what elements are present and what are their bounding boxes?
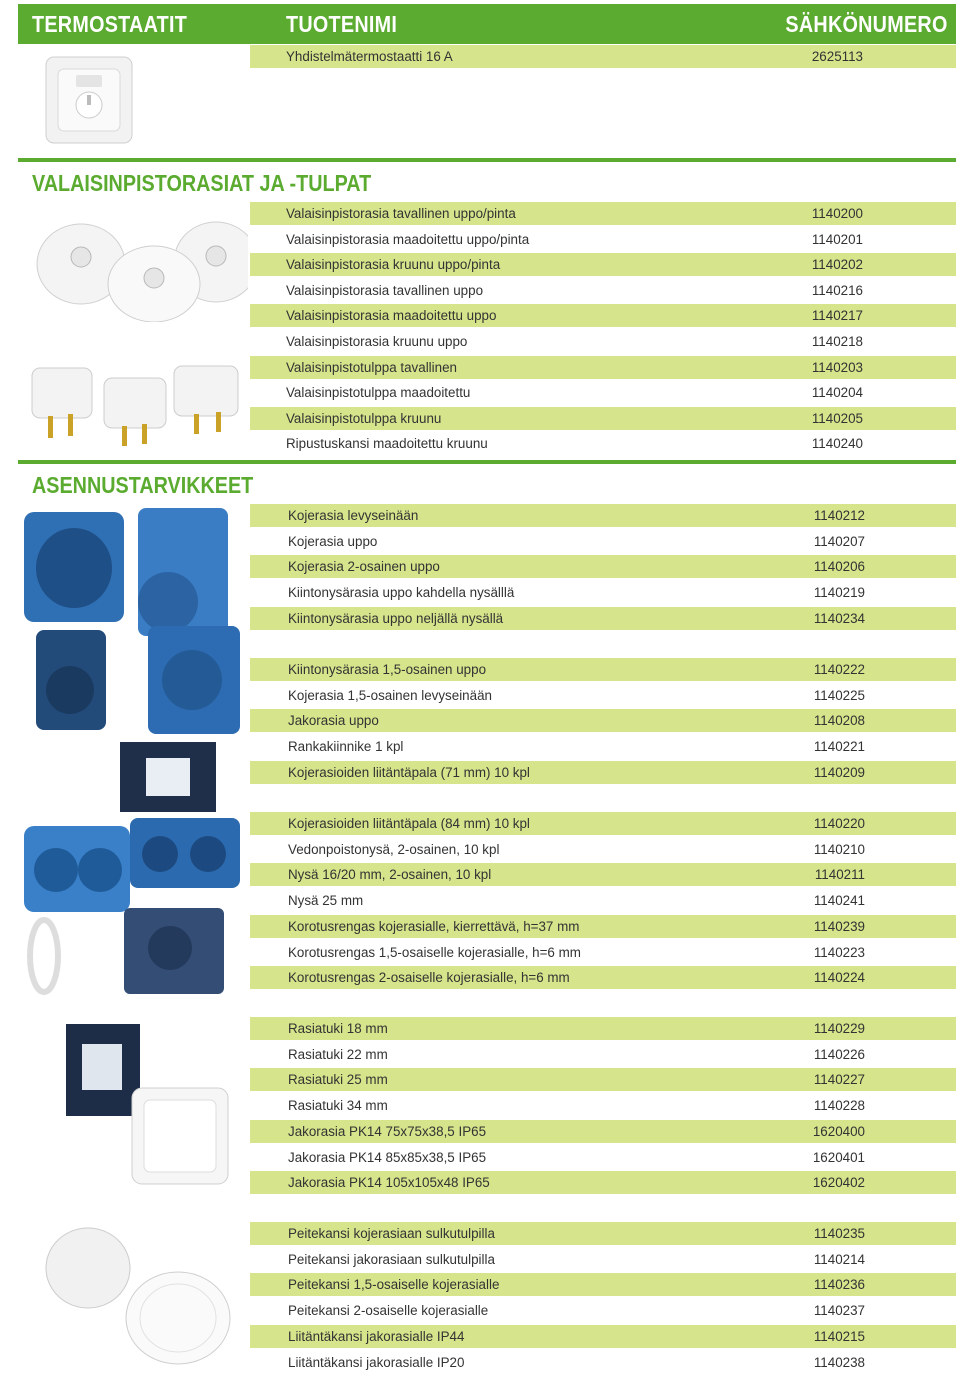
lamp-plug-image (24, 358, 244, 450)
product-row (250, 966, 956, 989)
product-name: Rasiatuki 34 mm (288, 1098, 388, 1114)
product-name: Nysä 25 mm (288, 893, 364, 909)
product-code: 1140204 (811, 385, 863, 401)
product-row (250, 330, 956, 353)
product-name: Jakorasia PK14 75x75x38,5 IP65 (288, 1123, 487, 1139)
section-header-installation-accessories (18, 460, 956, 506)
product-name: Liitäntäkansi jakorasialle IP44 (288, 1328, 465, 1344)
product-row (250, 228, 956, 251)
product-name: Kiintonysärasia uppo kahdella nysälllä (288, 585, 515, 601)
product-code: 1140207 (813, 533, 865, 549)
product-row (250, 607, 956, 630)
product-code: 1140218 (811, 334, 863, 349)
product-name: Kiintonysärasia uppo neljällä nysällä (288, 610, 504, 626)
table-header (18, 4, 956, 44)
product-name: Rasiatuki 25 mm (288, 1072, 388, 1088)
product-name: Valaisinpistorasia tavallinen uppo/pinta (286, 206, 516, 221)
header-electrical-number: SÄHKÖNUMERO (785, 11, 948, 37)
product-row (250, 1351, 956, 1374)
product-code: 2625113 (811, 49, 863, 64)
product-row (250, 45, 956, 68)
product-code: 1140216 (811, 282, 863, 298)
product-name: Rasiatuki 18 mm (288, 1021, 388, 1036)
product-name: Kojerasioiden liitäntäpala (71 mm) 10 kpl (288, 764, 530, 780)
product-row (250, 253, 956, 276)
product-row (250, 1248, 956, 1271)
product-code: 1140206 (813, 559, 865, 575)
product-name: Jakorasia uppo (288, 713, 379, 729)
product-name: Liitäntäkansi jakorasialle IP20 (288, 1354, 465, 1370)
product-code: 1140209 (813, 764, 865, 780)
product-code: 1140203 (811, 359, 863, 375)
product-code: 1140228 (813, 1098, 865, 1114)
product-name: Korotusrengas 2-osaiselle kojerasialle, h=6 mm (288, 970, 570, 986)
product-code: 1620400 (812, 1123, 865, 1139)
product-name: Valaisinpistorasia maadoitettu uppo/pinta (286, 231, 530, 247)
product-code: 1140208 (813, 713, 865, 729)
thermostat-image (44, 55, 136, 147)
product-name: Kojerasia 2-osainen uppo (288, 559, 440, 575)
product-name: Kojerasioiden liitäntäpala (84 mm) 10 kpl (288, 816, 530, 831)
product-name: Valaisinpistotulppa tavallinen (286, 359, 457, 375)
product-code: 1140214 (813, 1251, 865, 1267)
product-code: 1140237 (813, 1303, 865, 1319)
product-code: 1140239 (813, 918, 865, 934)
product-code: 1140200 (811, 206, 863, 221)
product-row (250, 658, 956, 681)
product-code: 1140227 (813, 1072, 865, 1088)
product-row (250, 504, 956, 527)
product-name: Korotusrengas kojerasialle, kierrettävä, h=37 mm (288, 918, 580, 934)
section-title: VALAISINPISTORASIAT JA -TULPAT (32, 170, 372, 196)
product-name: Peitekansi 1,5-osaiselle kojerasialle (288, 1277, 500, 1293)
product-code: 1620402 (812, 1175, 865, 1191)
product-row (250, 735, 956, 758)
product-code: 1140229 (813, 1021, 865, 1036)
product-name: Valaisinpistorasia maadoitettu uppo (286, 308, 497, 324)
product-code: 1140240 (811, 436, 863, 452)
product-name: Kojerasia levyseinään (288, 508, 419, 523)
product-row (250, 555, 956, 578)
product-name: Rankakiinnike 1 kpl (288, 739, 404, 755)
product-code: 1140241 (813, 893, 865, 909)
product-name: Kojerasia uppo (288, 533, 378, 549)
product-name: Korotusrengas 1,5-osaiselle kojerasialle, h=6 mm (288, 944, 581, 960)
product-row (250, 1068, 956, 1091)
product-name: Jakorasia PK14 85x85x38,5 IP65 (288, 1149, 487, 1165)
header-product-name: TUOTENIMI (286, 11, 398, 37)
product-name: Ripustuskansi maadoitettu kruunu (286, 436, 488, 452)
product-row (250, 381, 956, 404)
product-name: Rasiatuki 22 mm (288, 1046, 388, 1062)
product-row (250, 761, 956, 784)
product-code: 1140202 (811, 257, 863, 273)
product-row (250, 1120, 956, 1143)
product-code: 1140219 (813, 585, 865, 601)
section-title: ASENNUSTARVIKKEET (32, 472, 254, 498)
product-row (250, 1043, 956, 1066)
product-code: 1140224 (813, 970, 865, 986)
product-code: 1140221 (813, 739, 865, 755)
lamp-socket-image (26, 212, 248, 322)
product-row (250, 1325, 956, 1348)
product-row (250, 1017, 956, 1040)
product-code: 1140201 (811, 231, 863, 247)
product-code: 1140205 (811, 410, 863, 426)
product-name: Valaisinpistorasia kruunu uppo/pinta (286, 257, 501, 273)
product-code: 1140238 (813, 1354, 865, 1370)
product-row (250, 915, 956, 938)
product-name: Peitekansi jakorasiaan sulkutulpilla (288, 1251, 495, 1267)
product-row (250, 432, 956, 455)
product-name: Valaisinpistotulppa kruunu (286, 410, 442, 426)
product-row (250, 889, 956, 912)
product-row (250, 684, 956, 707)
product-code: 1140235 (813, 1226, 865, 1241)
header-category: TERMOSTAATIT (32, 11, 188, 37)
product-name: Vedonpoistonysä, 2-osainen, 10 kpl (288, 841, 500, 857)
product-row (250, 1222, 956, 1245)
product-row (250, 1171, 956, 1194)
cover-plate-image (36, 1218, 240, 1368)
mounting-support-image (60, 1018, 244, 1196)
product-code: 1140217 (811, 308, 863, 324)
product-row (250, 356, 956, 379)
product-row (250, 863, 956, 886)
product-row (250, 1094, 956, 1117)
product-name: Jakorasia PK14 105x105x48 IP65 (288, 1175, 490, 1191)
product-name: Yhdistelmätermostaatti 16 A (286, 49, 453, 64)
product-row (250, 709, 956, 732)
product-row (250, 530, 956, 553)
product-row (250, 1146, 956, 1169)
product-code: 1140234 (813, 610, 865, 626)
product-row (250, 202, 956, 225)
product-row (250, 812, 956, 835)
product-code: 1140222 (813, 662, 865, 677)
product-code: 1140211 (814, 867, 865, 883)
box-set-image (28, 620, 246, 740)
product-code: 1140220 (813, 816, 865, 831)
product-code: 1140236 (813, 1277, 865, 1293)
product-code: 1620401 (812, 1149, 865, 1165)
product-row (250, 1273, 956, 1296)
product-name: Valaisinpistorasia kruunu uppo (286, 334, 468, 349)
product-name: Kojerasia 1,5-osainen levyseinään (288, 687, 492, 703)
product-row (250, 407, 956, 430)
product-code: 1140210 (813, 841, 865, 857)
section-header-lamp-sockets (18, 158, 956, 204)
product-name: Peitekansi 2-osaiselle kojerasialle (288, 1303, 489, 1319)
product-row (250, 304, 956, 327)
product-row (250, 838, 956, 861)
product-code: 1140223 (813, 944, 865, 960)
product-name: Peitekansi kojerasiaan sulkutulpilla (288, 1226, 495, 1241)
product-name: Valaisinpistotulppa maadoitettu (286, 385, 471, 401)
product-code: 1140226 (813, 1046, 865, 1062)
connector-image (20, 808, 248, 998)
product-row (250, 941, 956, 964)
product-code: 1140212 (813, 508, 865, 523)
product-row (250, 581, 956, 604)
product-name: Nysä 16/20 mm, 2-osainen, 10 kpl (288, 867, 492, 883)
product-name: Kiintonysärasia 1,5-osainen uppo (288, 662, 487, 677)
product-name: Valaisinpistorasia tavallinen uppo (286, 282, 484, 298)
product-row (250, 279, 956, 302)
product-code: 1140225 (813, 687, 865, 703)
product-code: 1140215 (813, 1328, 865, 1344)
product-row (250, 1299, 956, 1322)
